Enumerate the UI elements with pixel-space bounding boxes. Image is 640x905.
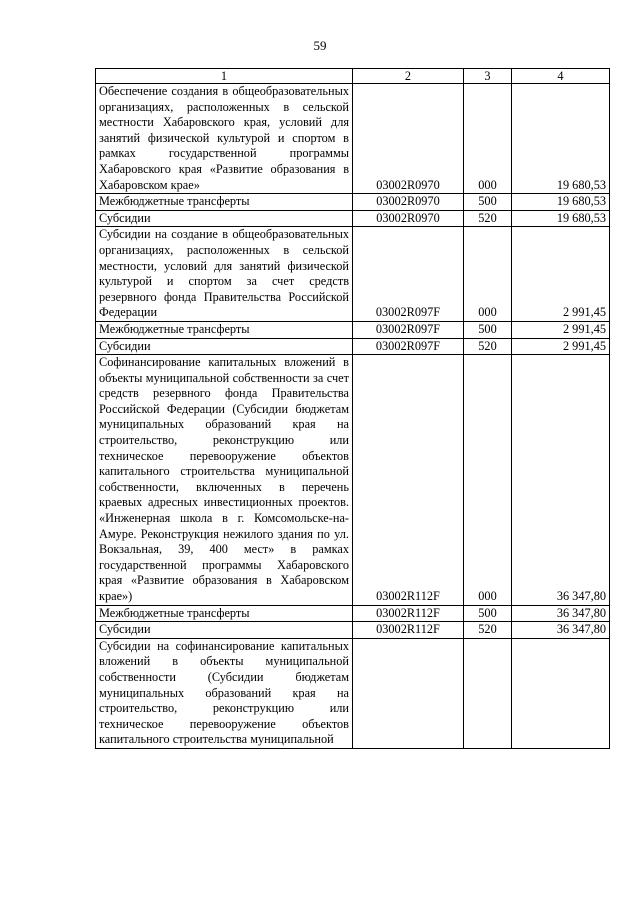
- table-row: [96, 227, 610, 322]
- header-col-4: 4: [512, 69, 610, 84]
- table-row: [96, 321, 610, 338]
- row-amount: 36 347,80: [512, 605, 610, 622]
- table-row: [96, 194, 610, 211]
- row-code: 03002R0970: [353, 210, 464, 227]
- row-kind: 500: [464, 605, 512, 622]
- row-kind: 000: [464, 84, 512, 194]
- table-header-row: [96, 69, 610, 84]
- table-row: [96, 84, 610, 194]
- table-row: [96, 210, 610, 227]
- row-amount: 2 991,45: [512, 227, 610, 322]
- row-amount: 36 347,80: [512, 355, 610, 606]
- row-name: Межбюджетные трансферты: [96, 321, 353, 338]
- table-row: [96, 338, 610, 355]
- row-kind: 520: [464, 338, 512, 355]
- row-code: 03002R0970: [353, 194, 464, 211]
- budget-table: [95, 68, 610, 749]
- row-name: Субсидии на создание в общеобразовательных организациях, расположенных в сельской местности, условий для занятий физической культурой и спортом за счет средств резервного фонда Правительства Российской Федерации: [96, 227, 353, 322]
- header-col-2: 2: [353, 69, 464, 84]
- row-amount: 2 991,45: [512, 338, 610, 355]
- page-number: 59: [313, 38, 327, 53]
- row-amount: 19 680,53: [512, 194, 610, 211]
- row-code: 03002R097F: [353, 338, 464, 355]
- row-name: Субсидии: [96, 210, 353, 227]
- row-name: Субсидии на софинансирование капитальных вложений в объекты муниципальной собственности (Субсидии бюджетам муниципальных образований края на строительство, реконструкцию или техническое перевооружение объектов капитального строительства муниципальной: [96, 638, 353, 748]
- row-name: Субсидии: [96, 622, 353, 639]
- row-name: Обеспечение создания в общеобразовательных организациях, расположенных в сельской местности Хабаровского края, условий для занятий физической культурой и спортом в рамках государственной программы Хабаровского края «Развитие образования в Хабаровском крае»: [96, 84, 353, 194]
- row-kind: 000: [464, 355, 512, 606]
- header-col-1: 1: [96, 69, 353, 84]
- row-code: [353, 638, 464, 748]
- row-amount: 19 680,53: [512, 210, 610, 227]
- row-kind: 500: [464, 321, 512, 338]
- row-name: Межбюджетные трансферты: [96, 194, 353, 211]
- row-amount: 2 991,45: [512, 321, 610, 338]
- row-code: 03002R097F: [353, 321, 464, 338]
- row-kind: 000: [464, 227, 512, 322]
- row-name: Межбюджетные трансферты: [96, 605, 353, 622]
- table-row: [96, 355, 610, 606]
- row-amount: [512, 638, 610, 748]
- table-row: [96, 622, 610, 639]
- table-row: [96, 605, 610, 622]
- row-code: 03002R097F: [353, 227, 464, 322]
- row-amount: 36 347,80: [512, 622, 610, 639]
- row-code: 03002R112F: [353, 605, 464, 622]
- header-col-3: 3: [464, 69, 512, 84]
- row-kind: 520: [464, 622, 512, 639]
- row-code: 03002R112F: [353, 622, 464, 639]
- row-code: 03002R0970: [353, 84, 464, 194]
- table-row: [96, 638, 610, 748]
- row-kind: 520: [464, 210, 512, 227]
- row-code: 03002R112F: [353, 355, 464, 606]
- row-amount: 19 680,53: [512, 84, 610, 194]
- row-name: Субсидии: [96, 338, 353, 355]
- row-kind: [464, 638, 512, 748]
- row-name: Софинансирование капитальных вложений в объекты муниципальной собственности за счет средств резервного фонда Правительства Российской Федерации (Субсидии бюджетам муниципальных образований края на строительство, реконструкцию или техническое перевооружение объектов капитального строительства муниципальной собственности, включенных в перечень краевых адресных инвестиционных проектов. «Инженерная школа в г. Комсомольске-на-Амуре. Реконструкция нежилого здания по ул. Вокзальная, 39, 400 мест» в рамках государственной программы Хабаровского края «Развитие образования в Хабаровском крае»): [96, 355, 353, 606]
- row-kind: 500: [464, 194, 512, 211]
